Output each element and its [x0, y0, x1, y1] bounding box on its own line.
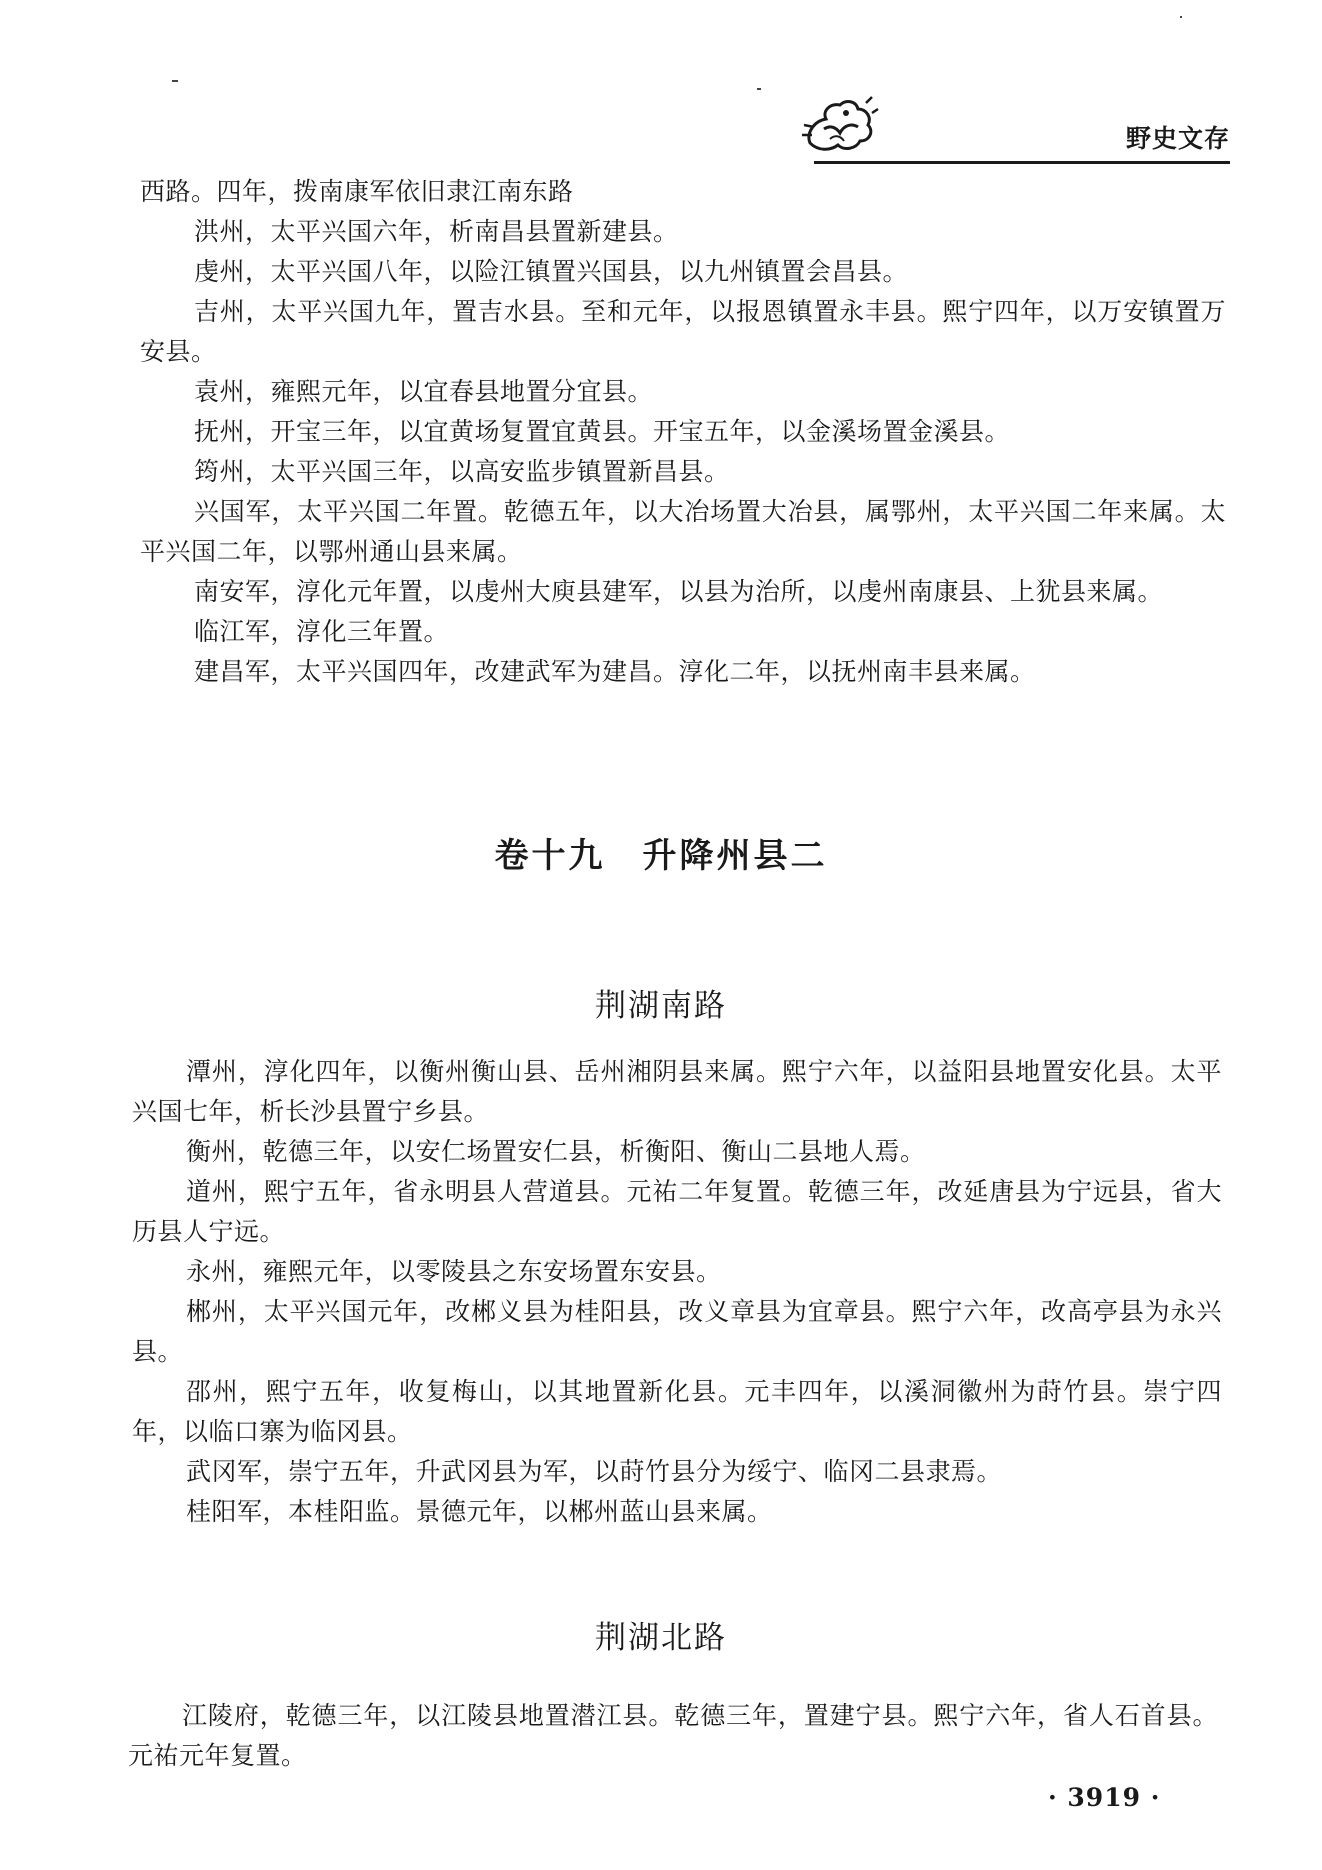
paragraph: 道州，熙宁五年，省永明县人营道县。元祐二年复置。乾德三年，改延唐县为宁远县，省大历县人宁远。	[132, 1177, 1222, 1246]
paragraph: 洪州，太平兴国六年，析南昌县置新建县。	[194, 217, 679, 246]
scan-speck	[1180, 16, 1182, 18]
paragraph: 兴国军，太平兴国二年置。乾德五年，以大冶场置大冶县，属鄂州，太平兴国二年来属。太平兴国二年，以鄂州通山县来属。	[140, 497, 1226, 566]
section-south-body	[132, 1052, 1222, 1532]
page-number: · 3919 ·	[1048, 1783, 1161, 1812]
paragraph: 郴州，太平兴国元年，改郴义县为桂阳县，改义章县为宜章县。熙宁六年，改高亭县为永兴县。	[132, 1297, 1222, 1366]
section-title-north: 荆湖北路	[595, 1620, 727, 1656]
paragraph: 永州，雍熙元年，以零陵县之东安场置东安县。	[186, 1257, 722, 1286]
paragraph: 武冈军，崇宁五年，升武冈县为军，以莳竹县分为绥宁、临冈二县隶焉。	[186, 1457, 1003, 1486]
paragraph: 建昌军，太平兴国四年，改建武军为建昌。淳化二年，以抚州南丰县来属。	[194, 657, 1036, 686]
series-title: 野史文存	[1125, 124, 1230, 153]
chapter-title: 卷十九 升降州县二	[494, 836, 828, 876]
top-text-block	[140, 172, 1226, 692]
paragraph: 筠州，太平兴国三年，以高安监步镇置新昌县。	[194, 457, 730, 486]
paragraph: 桂阳军，本桂阳监。景德元年，以郴州蓝山县来属。	[186, 1497, 773, 1526]
scan-speck	[172, 80, 178, 82]
section-north-body	[128, 1696, 1218, 1776]
header-rule	[814, 161, 1230, 164]
paragraph: 西路。四年，拨南康军依旧隶江南东路	[140, 177, 574, 206]
paragraph: 邵州，熙宁五年，收复梅山，以其地置新化县。元丰四年，以溪洞徽州为莳竹县。崇宁四年，以临口寨为临冈县。	[132, 1377, 1222, 1446]
dragon-logo-icon	[800, 95, 880, 157]
paragraph: 抚州，开宝三年，以宜黄场复置宜黄县。开宝五年，以金溪场置金溪县。	[194, 417, 1011, 446]
paragraph: 袁州，雍熙元年，以宜春县地置分宜县。	[194, 377, 654, 406]
section-title-south: 荆湖南路	[595, 988, 727, 1024]
running-header	[800, 95, 1230, 165]
paragraph: 衡州，乾德三年，以安仁场置安仁县，析衡阳、衡山二县地人焉。	[186, 1137, 926, 1166]
scan-speck	[757, 88, 761, 90]
paragraph: 潭州，淳化四年，以衡州衡山县、岳州湘阴县来属。熙宁六年，以益阳县地置安化县。太平兴国七年，析长沙县置宁乡县。	[132, 1057, 1222, 1126]
paragraph: 临江军，淳化三年置。	[194, 617, 450, 646]
paragraph: 虔州，太平兴国八年，以险江镇置兴国县，以九州镇置会昌县。	[194, 257, 909, 286]
paragraph: 吉州，太平兴国九年，置吉水县。至和元年，以报恩镇置永丰县。熙宁四年，以万安镇置万安县。	[140, 297, 1226, 366]
paragraph: 江陵府，乾德三年，以江陵县地置潜江县。乾德三年，置建宁县。熙宁六年，省人石首县。元祐元年复置。	[128, 1701, 1218, 1770]
paragraph: 南安军，淳化元年置，以虔州大庾县建军，以县为治所，以虔州南康县、上犹县来属。	[194, 577, 1164, 606]
